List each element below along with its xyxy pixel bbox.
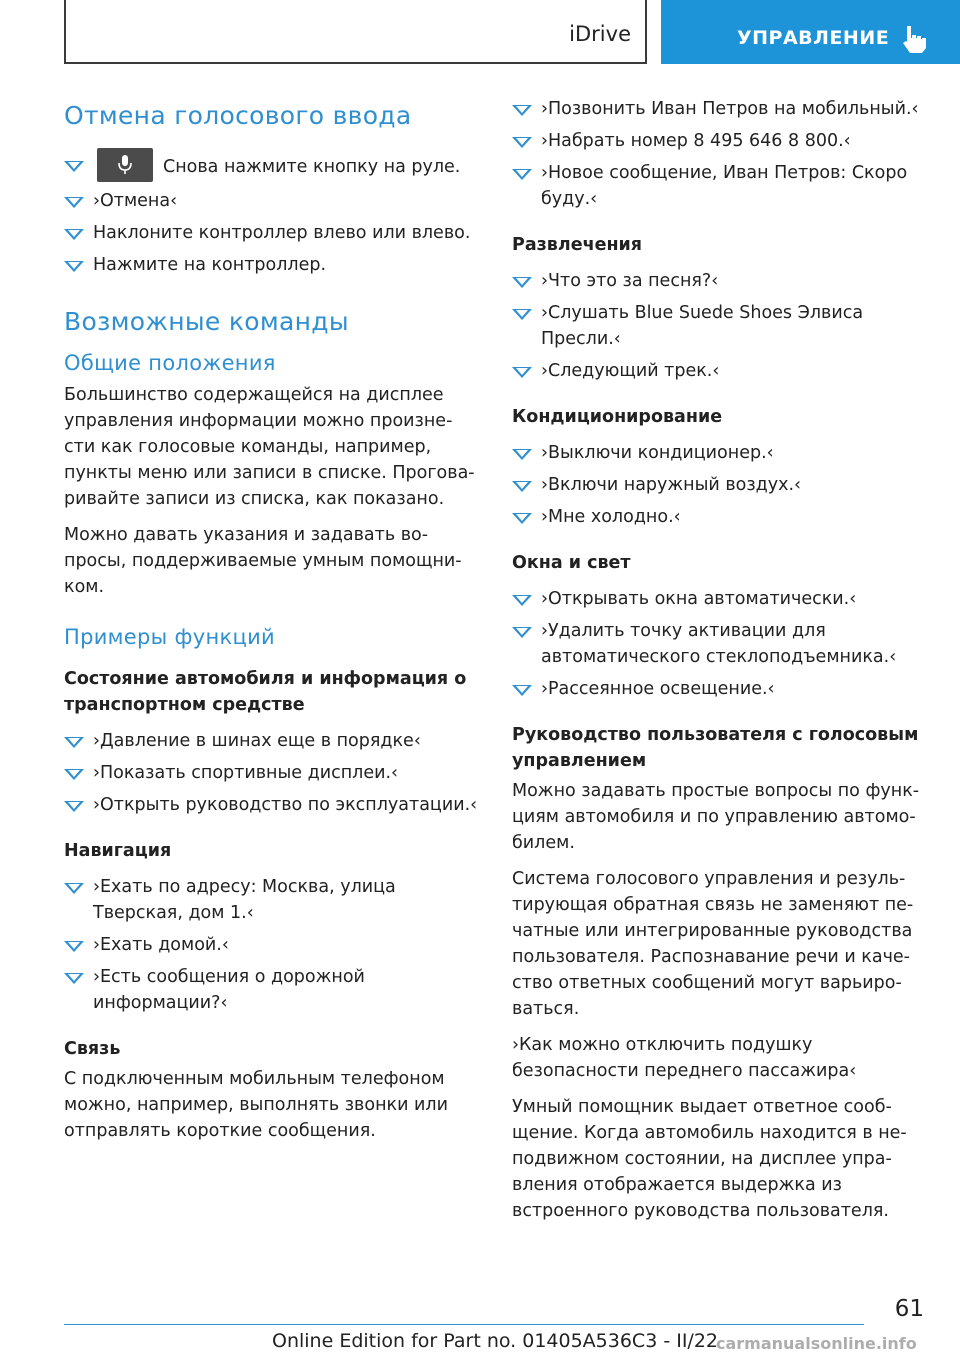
list-item-text: ›Включи наружный воздух.‹ [541,475,802,495]
list-item-text: ›Что это за песня?‹ [541,271,719,291]
bullet-triangle-icon [512,105,532,116]
bullet-triangle-icon [64,941,84,952]
list-item-text: ›Открывать окна автоматически.‹ [541,589,857,609]
steering-wheel-voice-button [97,148,153,182]
list-item [64,252,479,278]
bullet-triangle-icon [512,481,532,492]
communication-heading: Связь [64,1039,121,1059]
bullet-triangle-icon [64,801,84,812]
list-item-text: Наклоните контроллер влево или влево. [93,223,471,243]
bullet-triangle-icon [512,277,532,288]
list-item [64,874,479,926]
list-item-text: ›Следующий трек.‹ [541,361,720,381]
list-item-text: ›Выключи кондиционер.‹ [541,443,774,463]
watermark: carmanualsonline.info [716,1334,917,1353]
list-item [64,792,479,818]
list-item [512,618,927,670]
general-heading: Общие положения [64,351,276,375]
list-item [512,128,927,154]
list-item [64,152,479,182]
voice-manual-paragraph-2: Система голосового управления и резуль-тирующая обратная связь не заменяют пе-чатные или интегрированные руководства пользователя. Распознавание речи и каче-ство ответных сообщений могут варьиро-ваться. [512,869,914,1019]
general-paragraph-1: Большинство содержащейся на дисплее управления информации можно произне-сти как голосовые команды, например, пункты меню или записи в списке. Прогова-ривайте записи из списка, как показано. [64,385,475,509]
bullet-triangle-icon [64,769,84,780]
bullet-triangle-icon [512,595,532,606]
list-item [512,504,927,530]
list-item [512,160,927,212]
chapter-tab [661,0,960,64]
list-item-text: Снова нажмите кнопку на руле. [163,157,461,177]
bullet-triangle-icon [512,169,532,180]
general-paragraph-2: Можно давать указания и задавать во-просы, поддерживаемые умным помощни-ком. [64,525,462,597]
section-title: iDrive [569,22,631,46]
vehicle-commands-list [64,728,479,818]
climate-commands-list [512,440,927,530]
communication-commands-list [512,96,927,212]
list-item [64,220,479,246]
list-item [512,440,927,466]
list-item-text: ›Показать спортивные дисплеи.‹ [93,763,399,783]
list-item-text: ›Набрать номер 8 495 646 8 800.‹ [541,131,851,151]
bullet-triangle-icon [64,737,84,748]
list-item [64,964,479,1016]
entertainment-commands-list [512,268,927,384]
bullet-triangle-icon [512,367,532,378]
bullet-triangle-icon [512,685,532,696]
voice-manual-heading: Руководство пользователя с голосовым управлением [512,725,919,771]
bullet-triangle-icon [64,161,84,172]
navigation-heading: Навигация [64,841,172,861]
climate-heading: Кондиционирование [512,407,723,427]
list-item-text: ›Слушать Blue Suede Shoes Элвиса Пресли.‹ [541,303,864,349]
list-item-text: ›Новое сообщение, Иван Петров: Скоро буду.‹ [541,163,908,209]
examples-heading: Примеры функций [64,625,276,649]
page-number: 61 [894,1296,924,1322]
communication-paragraph: С подключенным мобильным телефоном можно, например, выполнять звонки или отправлять короткие сообщения. [64,1069,448,1141]
possible-commands-heading: Возможные команды [64,307,349,336]
list-item-text: ›Удалить точку активации для автоматического стеклоподъемника.‹ [541,621,897,667]
list-item-text: ›Ехать по адресу: Москва, улица Тверская, дом 1.‹ [93,877,396,923]
footer-divider [64,1324,864,1325]
chapter-title: УПРАВЛЕНИЕ [737,27,890,49]
bullet-triangle-icon [512,309,532,320]
right-column [512,96,927,1234]
list-item [64,760,479,786]
microphone-icon [117,155,133,175]
list-item [512,676,927,702]
voice-manual-paragraph-4: Умный помощник выдает ответное сооб-щение. Когда автомобиль находится в не-подвижном состоянии, на дисплее упра-вления отображается выдержка из встроенного руководства пользователя. [512,1097,907,1221]
list-item [64,188,479,214]
bullet-triangle-icon [512,137,532,148]
list-item [512,300,927,352]
bullet-triangle-icon [512,627,532,638]
list-item-text: ›Позвонить Иван Петров на мобильный.‹ [541,99,919,119]
bullet-triangle-icon [64,883,84,894]
list-item [512,358,927,384]
edition-footer: Online Edition for Part no. 01405A536C3 - II/22 [272,1330,719,1352]
list-item-text: ›Есть сообщения о дорожной информации?‹ [93,967,365,1013]
windows-lights-commands-list [512,586,927,702]
pointing-hand-icon [901,24,927,54]
entertainment-heading: Развлечения [512,235,643,255]
list-item [512,472,927,498]
list-item-text: ›Открыть руководство по эксплуатации.‹ [93,795,478,815]
cancel-voice-input-heading: Отмена голосового ввода [64,101,412,130]
left-column [64,96,479,1154]
section-header-box [64,0,647,64]
list-item-text: ›Рассеянное освещение.‹ [541,679,775,699]
list-item-text: ›Ехать домой.‹ [93,935,229,955]
bullet-triangle-icon [64,261,84,272]
list-item [512,268,927,294]
list-item [64,728,479,754]
bullet-triangle-icon [64,229,84,240]
voice-manual-example-command: ›Как можно отключить подушку безопасности переднего пассажира‹ [512,1035,857,1081]
bullet-triangle-icon [64,197,84,208]
bullet-triangle-icon [512,449,532,460]
windows-lights-heading: Окна и свет [512,553,631,573]
list-item [512,586,927,612]
list-item-text: ›Отмена‹ [93,191,178,211]
vehicle-status-heading: Состояние автомобиля и информация о транспортном средстве [64,669,467,715]
bullet-triangle-icon [64,973,84,984]
list-item-text: Нажмите на контроллер. [93,255,327,275]
list-item-text: ›Давление в шинах еще в порядке‹ [93,731,421,751]
page-header [0,0,960,66]
list-item-text: ›Мне холодно.‹ [541,507,681,527]
list-item [64,932,479,958]
list-item [512,96,927,122]
navigation-commands-list [64,874,479,1016]
bullet-triangle-icon [512,513,532,524]
cancel-steps-list [64,152,479,278]
voice-manual-paragraph-1: Можно задавать простые вопросы по функ-циям автомобиля и по управлению автомо-билем. [512,781,920,853]
